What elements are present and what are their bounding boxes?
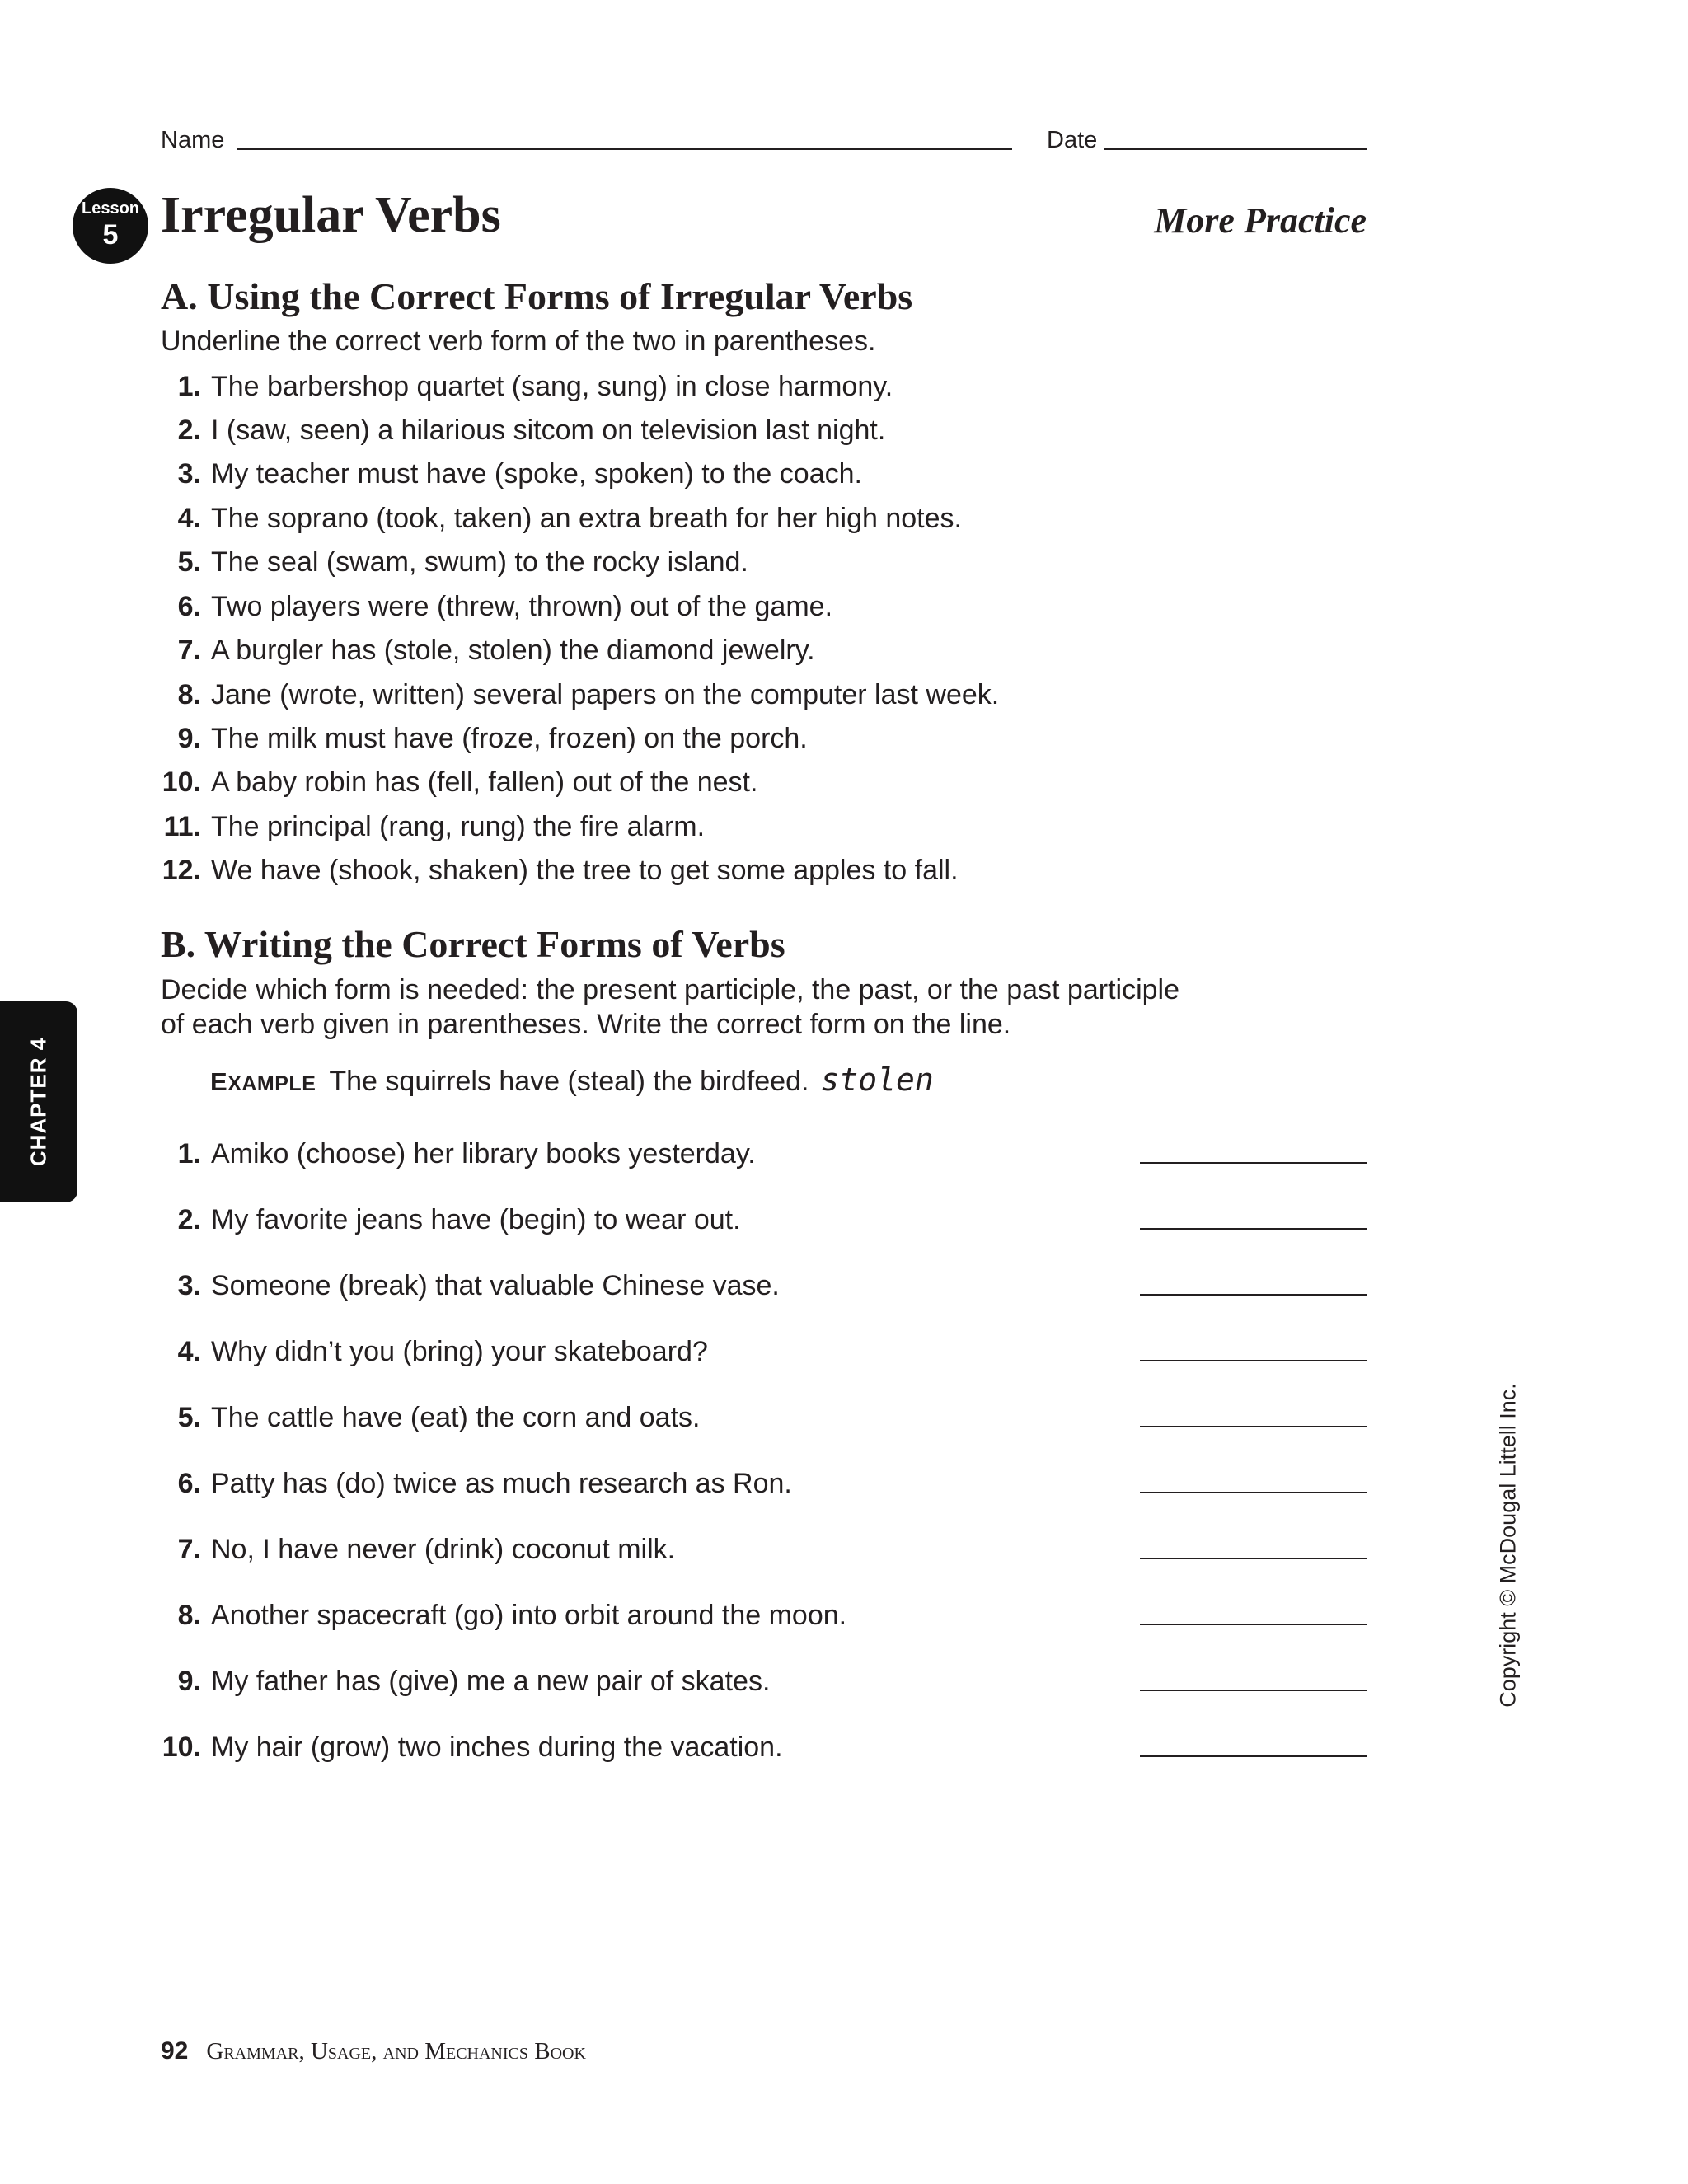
date-field[interactable] [1104,148,1367,150]
item-number: 8. [177,1600,201,1631]
item-number: 3. [177,1270,201,1301]
answer-line[interactable] [1140,1162,1367,1164]
list-item [124,1272,780,1300]
list-item [124,636,815,664]
item-text: The cattle have (eat) the corn and oats. [211,1402,701,1433]
list-item [124,593,832,621]
answer-line[interactable] [1140,1492,1367,1493]
list-item [124,1601,846,1629]
section-a-instructions: Underline the correct verb form of the two in parentheses. [161,326,876,357]
item-text[interactable]: The barbershop quartet (sang, sung) in close harmony. [211,371,893,402]
answer-line[interactable] [1140,1755,1367,1757]
copyright-notice: Copyright © McDougal Littell Inc. [1495,1383,1521,1708]
item-text[interactable]: I (saw, seen) a hilarious sitcom on television last night. [211,415,886,446]
list-item [124,1535,675,1563]
list-item [124,856,959,884]
item-text[interactable]: The soprano (took, taken) an extra breath for her high notes. [211,503,962,534]
answer-line[interactable] [1140,1228,1367,1230]
example-label: EXAMPLE [210,1067,316,1096]
name-label: Name [161,127,225,153]
list-item [124,373,893,401]
lesson-badge [73,188,148,264]
name-field[interactable] [237,148,1012,150]
list-item [124,1206,741,1234]
item-number: 4. [177,503,201,534]
page-title: Irregular Verbs [161,187,501,243]
section-b-instructions-1: Decide which form is needed: the present participle, the past, or the past participle [161,974,1180,1005]
page-footer [161,2037,586,2065]
item-text[interactable]: A burgler has (stole, stolen) the diamond jewelry. [211,635,815,666]
item-text[interactable]: We have (shook, shaken) the tree to get some apples to fall. [211,855,959,886]
list-item [124,1338,708,1366]
item-number: 8. [177,679,201,710]
list-item [124,416,885,444]
list-item [124,724,808,752]
answer-line[interactable] [1140,1690,1367,1691]
item-text[interactable]: A baby robin has (fell, fallen) out of the nest. [211,766,758,798]
lesson-label: Lesson [81,199,140,218]
section-b-heading: B. Writing the Correct Forms of Verbs [161,923,785,965]
item-text: My favorite jeans have (begin) to wear out. [211,1204,741,1235]
item-number: 9. [177,1666,201,1697]
list-item [124,768,757,796]
page-number: 92 [161,2037,189,2064]
item-text[interactable]: The milk must have (froze, frozen) on the porch. [211,723,808,754]
item-text: My hair (grow) two inches during the vacation. [211,1732,783,1763]
list-item [124,1469,792,1497]
item-number: 1. [177,371,201,402]
example-answer: stolen [820,1062,934,1098]
item-number: 5. [177,546,201,578]
item-number: 2. [177,415,201,446]
item-text: Why didn’t you (bring) your skateboard? [211,1336,708,1367]
list-item [124,1404,700,1432]
item-text: No, I have never (drink) coconut milk. [211,1534,676,1565]
answer-line[interactable] [1140,1360,1367,1361]
example-sentence: The squirrels have (steal) the birdfeed. [329,1066,809,1097]
list-item [124,548,748,576]
item-number: 3. [177,458,201,490]
answer-line[interactable] [1140,1624,1367,1625]
item-text: Someone (break) that valuable Chinese vase. [211,1270,780,1301]
list-item [124,681,999,709]
item-number: 4. [177,1336,201,1367]
chapter-tab [0,1001,77,1202]
section-b-instructions-2: of each verb given in parentheses. Write the correct form on the line. [161,1009,1011,1040]
answer-line[interactable] [1140,1426,1367,1427]
item-number: 7. [177,1534,201,1565]
item-text[interactable]: The seal (swam, swum) to the rocky island. [211,546,748,578]
more-practice-label: More Practice [1154,200,1367,241]
answer-line[interactable] [1140,1558,1367,1559]
list-item [124,813,705,841]
item-number: 2. [177,1204,201,1235]
item-text: My father has (give) me a new pair of skates. [211,1666,771,1697]
item-number: 7. [177,635,201,666]
item-text[interactable]: Jane (wrote, written) several papers on the computer last week. [211,679,1000,710]
item-number: 10. [162,1732,201,1763]
date-label: Date [1047,127,1098,153]
list-item [124,1140,756,1168]
item-number: 11. [163,811,201,842]
item-text: Amiko (choose) her library books yesterday. [211,1138,756,1169]
item-text[interactable]: The principal (rang, rung) the fire alarm. [211,811,706,842]
item-text: Another spacecraft (go) into orbit around the moon. [211,1600,847,1631]
item-number: 6. [177,591,201,622]
item-number: 12. [162,855,201,886]
item-text[interactable]: Two players were (threw, thrown) out of the game. [211,591,833,622]
item-text: Patty has (do) twice as much research as Ron. [211,1468,792,1499]
lesson-number: 5 [102,219,119,251]
item-number: 1. [177,1138,201,1169]
answer-line[interactable] [1140,1294,1367,1296]
section-a-heading: A. Using the Correct Forms of Irregular Verbs [161,275,913,317]
list-item [124,1667,770,1695]
chapter-tab-label: CHAPTER 4 [26,1037,51,1167]
item-text[interactable]: My teacher must have (spoke, spoken) to the coach. [211,458,862,490]
example-row [210,1062,934,1098]
item-number: 9. [177,723,201,754]
item-number: 5. [177,1402,201,1433]
book-title: Grammar, Usage, and Mechanics Book [206,2038,586,2064]
item-number: 10. [162,766,201,798]
item-number: 6. [177,1468,201,1499]
list-item [124,460,862,488]
list-item [124,504,962,532]
list-item [124,1733,783,1761]
